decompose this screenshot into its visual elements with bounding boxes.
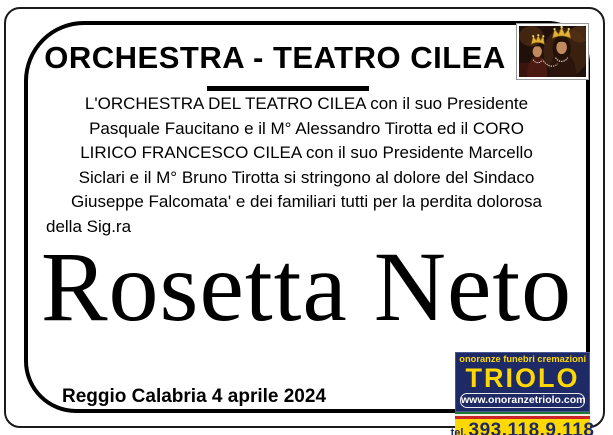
logo-phone-band [450, 419, 595, 435]
phone-number: 393.118.9.118 [468, 419, 595, 435]
madonna-child-photo-frame [516, 23, 589, 80]
announcement-line: della Sig.ra [46, 216, 132, 236]
date-place: Reggio Calabria 4 aprile 2024 [62, 386, 327, 407]
deceased-name: Rosetta Neto [40, 231, 573, 342]
page-title: ORCHESTRA - TEATRO CILEA [44, 40, 506, 75]
announcement-line: Pasquale Faucitano e il M° Alessandro Tirotta ed il CORO [89, 118, 524, 138]
madonna-and-child-icon [519, 26, 586, 77]
announcement-line: Siclari e il M° Bruno Tirotta si stringono al dolore del Sindaco [78, 167, 535, 187]
flag-red-stripe [455, 416, 590, 418]
title-underline [207, 86, 369, 91]
announcement-text [30, 92, 583, 239]
announcement-line: LIRICO FRANCESCO CILEA con il suo Presidente Marcello [80, 143, 533, 162]
logo-website: www.onoranzetriolo.com [461, 394, 586, 407]
logo-brand-name: TRIOLO [465, 362, 580, 393]
italian-flag-stripes [455, 412, 590, 419]
logo-top-panel [455, 352, 590, 412]
tel-label: tel. [450, 426, 467, 435]
logo-tagline: onoranze funebri cremazioni [459, 354, 587, 365]
announcement-line: L'ORCHESTRA DEL TEATRO CILEA con il suo Presidente [84, 94, 529, 113]
announcement-line: Giuseppe Falcomata' e dei familiari tutti per la perdita dolorosa [71, 192, 542, 211]
triolo-funeral-logo [450, 352, 595, 435]
